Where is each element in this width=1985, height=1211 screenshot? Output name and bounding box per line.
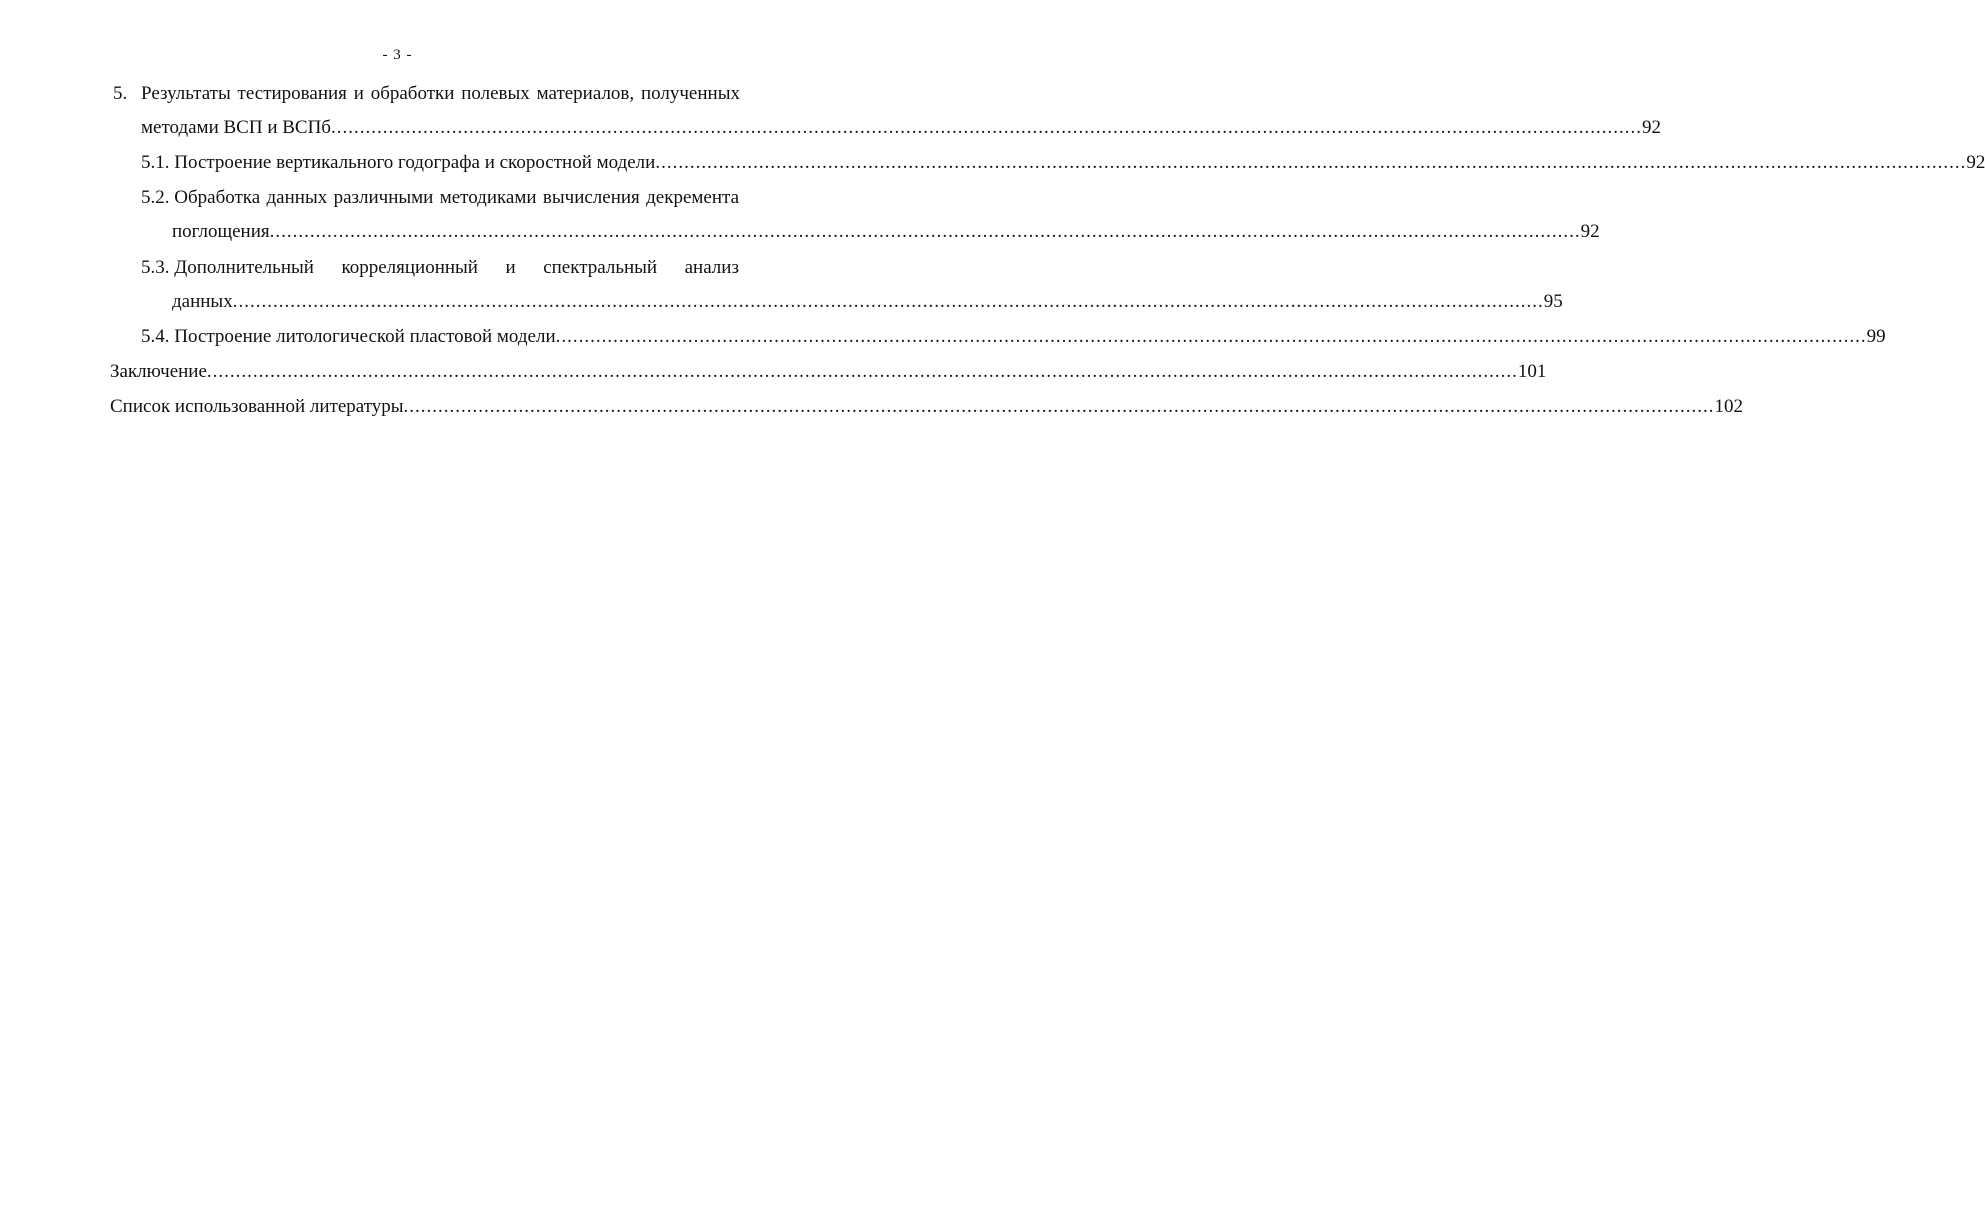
toc-word: методиками xyxy=(439,187,537,208)
toc-item-5-4 xyxy=(141,325,1886,349)
toc-word: Результаты xyxy=(141,83,231,104)
toc-word: материалов, xyxy=(536,83,635,104)
leader-dots: .................................................................................................................................................................................................................................... xyxy=(232,291,1544,312)
toc-page-number: 99 xyxy=(1866,326,1886,347)
toc-word: полевых xyxy=(461,83,530,104)
toc-word: 5.2. Обработка xyxy=(141,187,261,208)
leader-dots: .................................................................................................................................................................................................................................... xyxy=(555,326,1867,347)
toc-conclusion xyxy=(110,360,1547,384)
toc-word: 5.3. Дополнительный xyxy=(141,257,314,278)
leader-dots: .................................................................................................................................................................................................................................... xyxy=(269,221,1581,242)
toc-word: корреляционный xyxy=(341,257,478,278)
toc-item-5-3-title-cont: данных xyxy=(172,291,233,312)
toc-page-number: 92 xyxy=(1580,221,1600,242)
toc-page-number: 92 xyxy=(1641,117,1661,138)
toc-page-number: 102 xyxy=(1714,396,1744,417)
leader-dots: .................................................................................................................................................................................................................................... xyxy=(403,396,1715,417)
toc-word: декремента xyxy=(646,187,739,208)
toc-references xyxy=(110,395,1744,419)
toc-item-5-title-cont: методами ВСП и ВСПб xyxy=(141,117,331,138)
toc-item-5-3-continuation xyxy=(172,290,1563,314)
toc-word: спектральный xyxy=(543,257,658,278)
toc-item-5-number: 5. xyxy=(113,83,128,104)
leader-dots: .................................................................................................................................................................................................................................... xyxy=(655,152,1967,173)
toc-word: тестирования xyxy=(237,83,347,104)
toc-word: полученных xyxy=(640,83,740,104)
toc-word: и xyxy=(353,83,364,104)
toc-item-5-1-title: 5.1. Построение вертикального годографа и скоростной модели xyxy=(141,152,656,173)
toc-references-title: Список использованной литературы xyxy=(110,396,404,417)
toc-page-number: 101 xyxy=(1517,361,1547,382)
toc-page-number: 95 xyxy=(1543,291,1563,312)
leader-dots: .................................................................................................................................................................................................................................... xyxy=(206,361,1518,382)
toc-word: и xyxy=(505,257,516,278)
toc-item-5-4-title: 5.4. Построение литологической пластовой модели xyxy=(141,326,556,347)
toc-word: различными xyxy=(333,187,434,208)
toc-item-5-2-title-cont: поглощения xyxy=(172,221,270,242)
toc-item-5-title-line xyxy=(141,82,740,106)
page-number: - 3 - xyxy=(382,47,413,63)
toc-item-5-3 xyxy=(141,256,739,280)
toc-conclusion-title: Заключение xyxy=(110,361,207,382)
toc-word: обработки xyxy=(370,83,455,104)
toc-item-5-2 xyxy=(141,186,739,210)
toc-page-number: 92 xyxy=(1966,152,1985,173)
toc-word: анализ xyxy=(684,257,739,278)
toc-word: данных xyxy=(266,187,328,208)
toc-item-5-continuation xyxy=(141,116,1661,140)
leader-dots: .................................................................................................................................................................................................................................... xyxy=(330,117,1642,138)
toc-word: вычисления xyxy=(542,187,640,208)
toc-item-5-2-continuation xyxy=(172,220,1600,244)
toc-item-5-1 xyxy=(141,151,1985,175)
